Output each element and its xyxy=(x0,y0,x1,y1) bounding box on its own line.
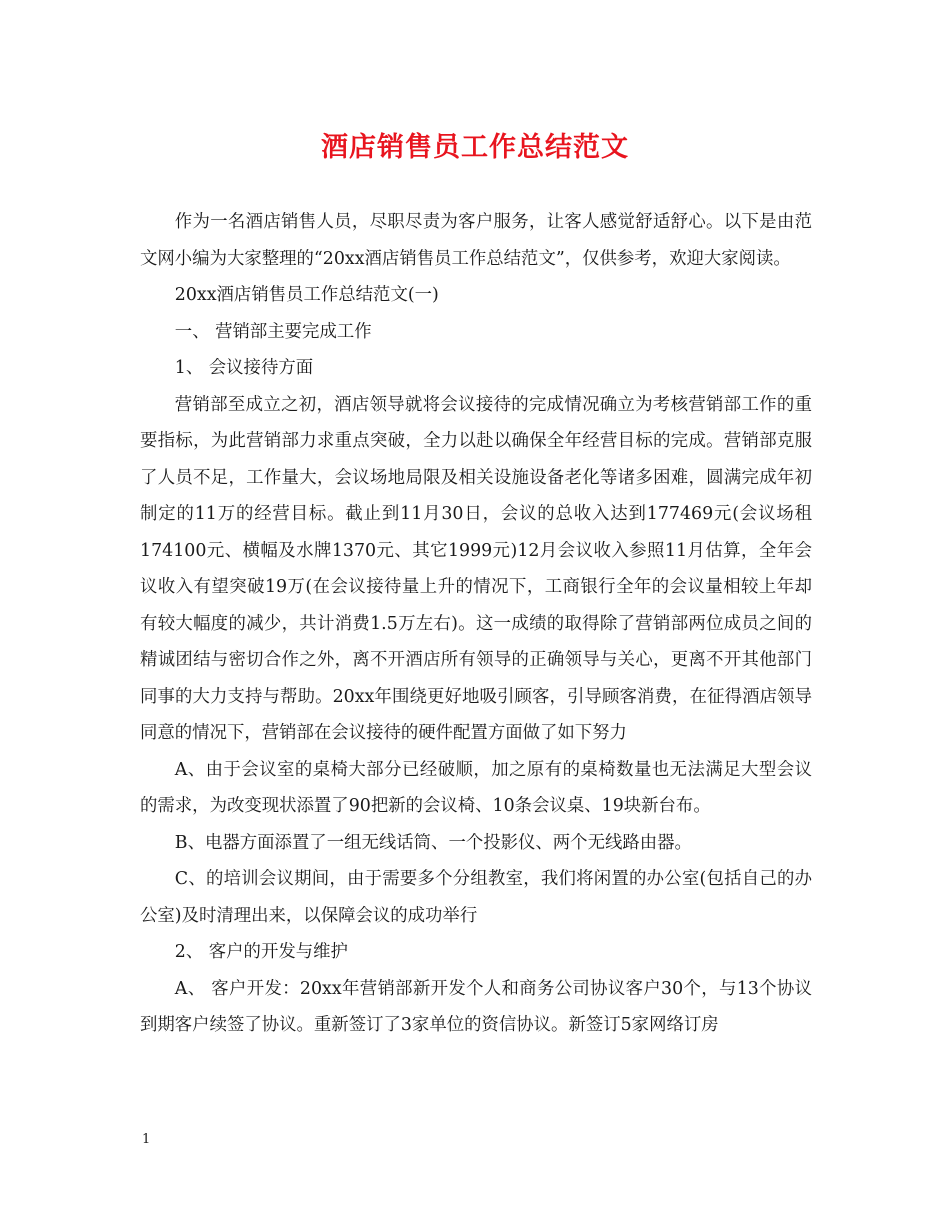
list-item: C、的培训会议期间，由于需要多个分组教室，我们将闲置的办公室(包括自己的办公室)及时清理出来，以保障会议的成功举行 xyxy=(140,869,812,926)
body-paragraph: 营销部至成立之初，酒店领导就将会议接待的完成情况确立为考核营销部工作的重要指标，为此营销部力求重点突破，全力以赴以确保全年经营目标的完成。营销部克服了人员不足，工作量大，会议场地局限及相关设施设备老化等诸多困难，圆满完成年初制定的11万的经营目标。截止到11月30日，会议的总收入达到177469元(会议场租174100元、横幅及水牌1370元、其它1999元)12月会议收入参照11月估算，全年会议收入有望突破19万(在会议接待量上升的情况下，工商银行全年的会议量相较上年却有较大幅度的减少，共计消费1.5万左右)。这一成绩的取得除了营销部两位成员之间的精诚团结与密切合作之外，离不开酒店所有领导的正确领导与关心，更离不开其他部门同事的大力支持与帮助。20xx年围绕更好地吸引顾客，引导顾客消费，在征得酒店领导同意的情况下，营销部在会议接待的硬件配置方面做了如下努力 xyxy=(140,394,812,743)
subsection-heading: 1、 会议接待方面 xyxy=(174,358,314,378)
section-heading: 20xx酒店销售员工作总结范文(一) xyxy=(174,285,439,305)
page-number: 1 xyxy=(142,1132,151,1147)
section-heading: 一、 营销部主要完成工作 xyxy=(174,321,372,342)
document-body xyxy=(140,204,812,1044)
list-item: A、由于会议室的桌椅大部分已经破顺，加之原有的桌椅数量也无法满足大型会议的需求，为改变现状添置了90把新的会议椅、10条会议桌、19块新台布。 xyxy=(140,759,812,816)
subsection-heading: 2、 客户的开发与维护 xyxy=(174,942,348,962)
list-item: A、 客户开发：20xx年营销部新开发个人和商务公司协议客户30个，与13个协议到期客户续签了协议。重新签订了3家单位的资信协议。新签订5家网络订房 xyxy=(140,978,812,1035)
list-item: B、电器方面添置了一组无线话筒、一个投影仪、两个无线路由器。 xyxy=(174,832,692,853)
document-title: 酒店销售员工作总结范文 xyxy=(321,132,629,163)
intro-paragraph: 作为一名酒店销售人员，尽职尽责为客户服务，让客人感觉舒适舒心。以下是由范文网小编为大家整理的“20xx酒店销售员工作总结范文”，仅供参考，欢迎大家阅读。 xyxy=(140,212,812,269)
